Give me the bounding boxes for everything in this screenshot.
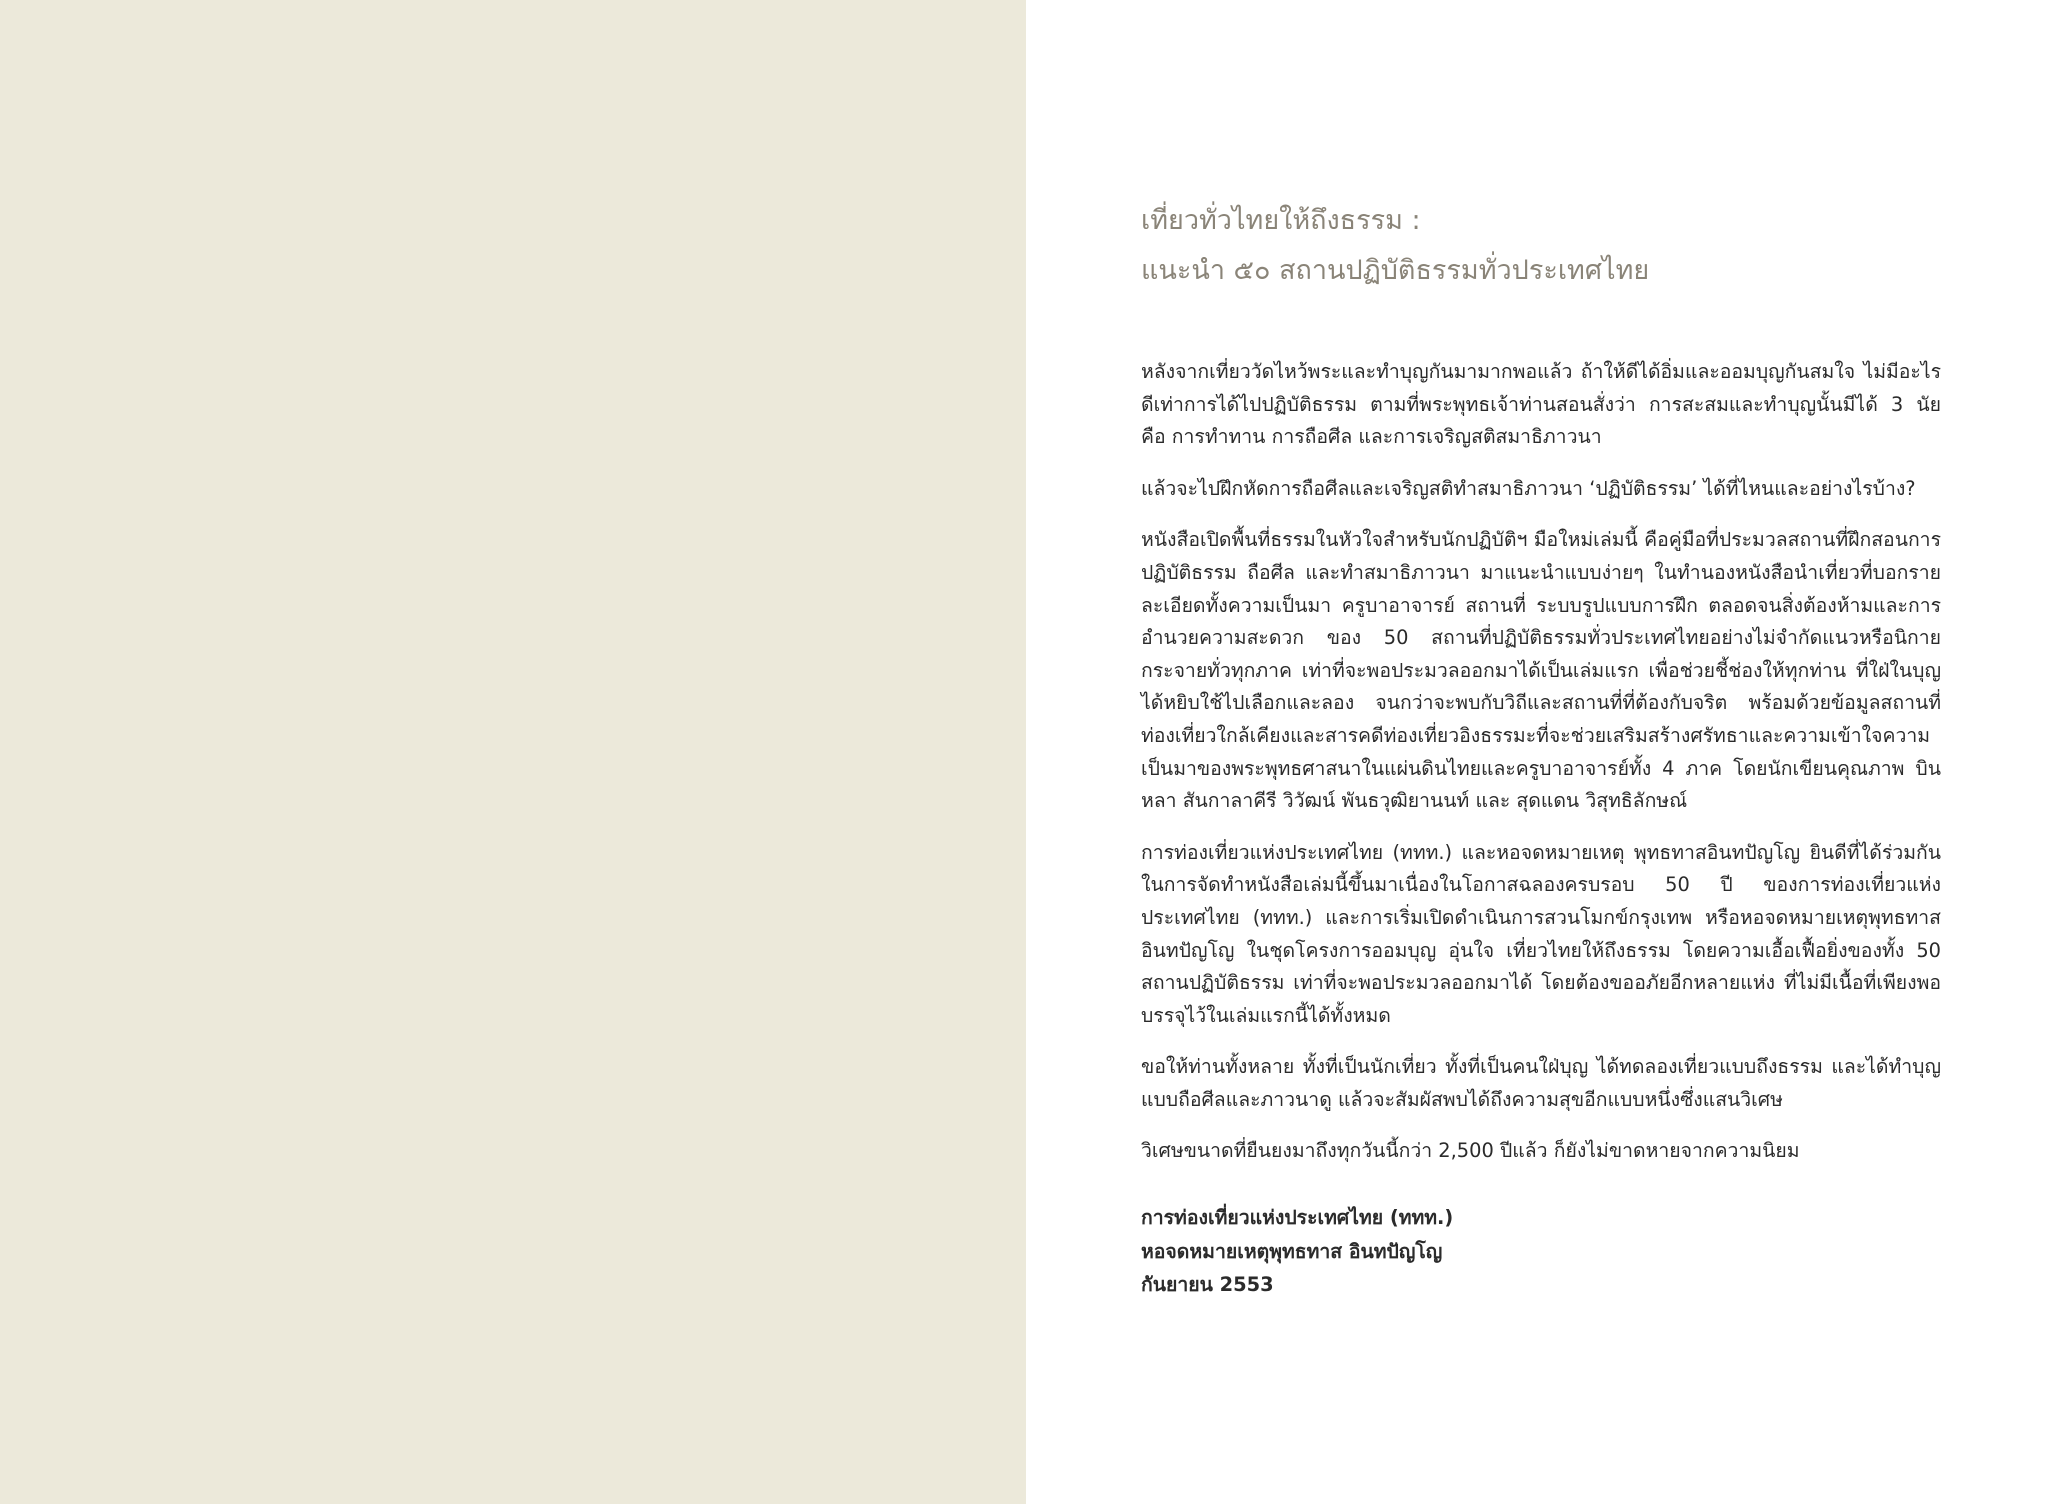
paragraph-book-description: หนังสือเปิดพื้นที่ธรรมในหัวใจสำหรับนักปฏิบัติฯ มือใหม่เล่มนี้ คือคู่มือที่ประมวลสถานที่ฝึกสอนการปฏิบัติธรรม ถือศีล และทำสมาธิภาวนา มาแนะนำแบบง่ายๆ ในทำนองหนังสือนำเที่ยวที่บอกรายละเอียดทั้งความเป็นมา ครูบาอาจารย์ สถานที่ ระบบรูปแบบการฝึก ตลอดจนสิ่งต้องห้ามและการอำนวยความสะดวก ของ 50 สถานที่ปฏิบัติธรรมทั่วประเทศไทยอย่างไม่จำกัดแนวหรือนิกาย กระจายทั่วทุกภาค เท่าที่จะพอประมวลออกมาได้เป็นเล่มแรก เพื่อช่วยชี้ช่องให้ทุกท่าน ที่ใฝ่ในบุญได้หยิบใช้ไปเลือกและลอง จนกว่าจะพบกับวิถีและสถานที่ที่ต้องกับจริต พร้อมด้วยข้อมูลสถานที่ท่องเที่ยวใกล้เคียงและสารคดีท่องเที่ยวอิงธรรมะที่จะช่วยเสริมสร้างศรัทธาและความเข้าใจความเป็นมาของพระพุทธศาสนาในแผ่นดินไทยและครูบาอาจารย์ทั้ง 4 ภาค โดยนักเขียนคุณภาพ บินหลา สันกาลาคีรี วิวัฒน์ พันธวุฒิยานนท์ และ สุดแดน วิสุทธิลักษณ์ bbox=[1141, 528, 1941, 813]
paragraph-intro: หลังจากเที่ยววัดไหว้พระและทำบุญกันมามากพอแล้ว ถ้าให้ดีได้อิ่มและออมบุญกันสมใจ ไม่มีอะไรดีเท่าการได้ไปปฏิบัติธรรม ตามที่พระพุทธเจ้าท่านสอนสั่งว่า การสะสมและทำบุญนั้นมีได้ 3 นัย คือ การทำทาน การถือศีล และการเจริญสติสมาธิภาวนา bbox=[1141, 360, 1941, 449]
page-title bbox=[1141, 196, 1941, 296]
signature-organization-1: การท่องเที่ยวแห่งประเทศไทย (ททท.) bbox=[1141, 1206, 1454, 1230]
signature-date: กันยายน 2553 bbox=[1141, 1273, 1274, 1297]
paragraph-closing: วิเศษขนาดที่ยืนยงมาถึงทุกวันนี้กว่า 2,500 ปีแล้ว ก็ยังไม่ขาดหายจากความนิยม bbox=[1141, 1139, 1800, 1163]
page-content bbox=[1141, 196, 1941, 1302]
title-line-2: แนะนำ ๕๐ สถานปฏิบัติธรรมทั่วประเทศไทย bbox=[1141, 255, 1650, 286]
paragraph-collaboration: การท่องเที่ยวแห่งประเทศไทย (ททท.) และหอจดหมายเหตุ พุทธทาสอินทปัญโญ ยินดีที่ได้ร่วมกันในการจัดทำหนังสือเล่มนี้ขึ้นมาเนื่องในโอกาสฉลองครบรอบ 50 ปี ของการท่องเที่ยวแห่งประเทศไทย (ททท.) และการเริ่มเปิดดำเนินการสวนโมกข์กรุงเทพ หรือหอจดหมายเหตุพุทธทาส อินทปัญโญ ในชุดโครงการออมบุญ อุ่นใจ เที่ยวไทยให้ถึงธรรม โดยความเอื้อเฟื้อยิ่งของทั้ง 50 สถานปฏิบัติธรรม เท่าที่จะพอประมวลออกมาได้ โดยต้องขออภัยอีกหลายแห่ง ที่ไม่มีเนื้อที่เพียงพอบรรจุไว้ในเล่มแรกนี้ได้ทั้งหมด bbox=[1141, 840, 1941, 1027]
paragraph-invitation: ขอให้ท่านทั้งหลาย ทั้งที่เป็นนักเที่ยว ทั้งที่เป็นคนใฝ่บุญ ได้ทดลองเที่ยวแบบถึงธรรม และได้ทำบุญแบบถือศีลและภาวนาดู แล้วจะสัมผัสพบได้ถึงความสุขอีกแบบหนึ่งซึ่งแสนวิเศษ bbox=[1141, 1055, 1941, 1111]
paragraph-question: แล้วจะไปฝึกหัดการถือศีลและเจริญสติทำสมาธิภาวนา ‘ปฏิบัติธรรม’ ได้ที่ไหนและอย่างไรบ้าง? bbox=[1141, 476, 1916, 500]
title-line-1: เที่ยวทั่วไทยให้ถึงธรรม : bbox=[1141, 205, 1421, 236]
signature-organization-2: หอจดหมายเหตุพุทธทาส อินทปัญโญ bbox=[1141, 1239, 1443, 1263]
signature-block bbox=[1141, 1201, 1941, 1302]
